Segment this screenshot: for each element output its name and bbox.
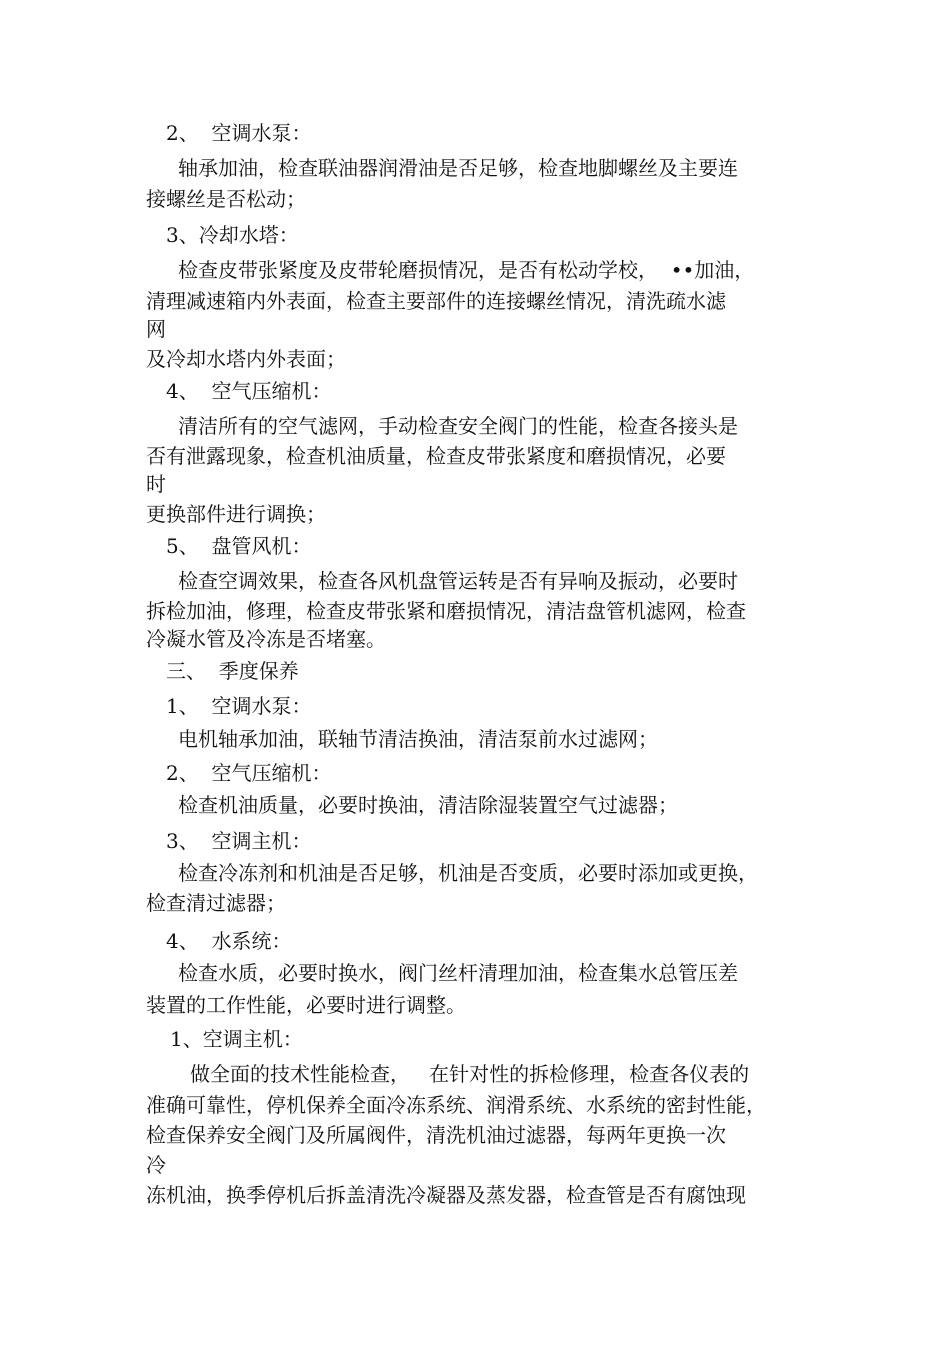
paragraph-line: 冷凝水管及冷冻是否堵塞。 bbox=[146, 627, 386, 651]
heading-fan-coil: 5、 盘管风机： bbox=[166, 534, 312, 558]
paragraph-line: 拆检加油，修理，检查皮带张紧和磨损情况，清洁盘管机滤网，检查 bbox=[146, 599, 746, 623]
paragraph-line: 接螺丝是否松动； bbox=[146, 187, 306, 211]
section-heading-quarterly: 三、 季度保养 bbox=[166, 659, 299, 683]
paragraph-line: 准确可靠性，停机保养全面冷冻系统、润滑系统、水系统的密封性能， bbox=[146, 1093, 766, 1117]
paragraph-line: 网 bbox=[146, 317, 166, 341]
heading-air-compressor: 4、 空气压缩机： bbox=[166, 379, 332, 403]
paragraph-line: 清理减速箱内外表面，检查主要部件的连接螺丝情况，清洗疏水滤 bbox=[146, 289, 726, 313]
paragraph-line: 检查空调效果，检查各风机盘管运转是否有异响及振动，必要时 bbox=[178, 569, 738, 593]
heading-main-unit-quarterly: 3、 空调主机： bbox=[166, 829, 312, 853]
paragraph-line: 时 bbox=[146, 472, 166, 496]
paragraph-line: 检查水质，必要时换水，阀门丝杆清理加油，检查集水总管压差 bbox=[178, 961, 738, 985]
paragraph-line: 检查清过滤器； bbox=[146, 891, 286, 915]
heading-water-system: 4、 水系统： bbox=[166, 929, 292, 953]
paragraph-line: 更换部件进行调换； bbox=[146, 502, 326, 526]
paragraph-line: 检查冷冻剂和机油是否足够，机油是否变质，必要时添加或更换， bbox=[178, 861, 758, 885]
heading-main-unit-annual: 1、空调主机： bbox=[170, 1027, 303, 1051]
paragraph-line: 轴承加油，检查联油器润滑油是否足够，检查地脚螺丝及主要连 bbox=[178, 156, 738, 180]
paragraph-line: 清洁所有的空气滤网，手动检查安全阀门的性能，检查各接头是 bbox=[178, 414, 738, 438]
paragraph-line: 检查机油质量，必要时换油，清洁除湿装置空气过滤器； bbox=[178, 793, 678, 817]
paragraph-line: 检查保养安全阀门及所属阀件，清洗机油过滤器，每两年更换一次 bbox=[146, 1123, 726, 1147]
paragraph-line: 否有泄露现象，检查机油质量，检查皮带张紧度和磨损情况，必要 bbox=[146, 444, 726, 468]
heading-cooling-tower: 3、冷却水塔： bbox=[166, 223, 299, 247]
paragraph-line: 及冷却水塔内外表面； bbox=[146, 347, 346, 371]
heading-water-pump-quarterly: 1、 空调水泵： bbox=[166, 694, 312, 718]
heading-air-compressor-quarterly: 2、 空气压缩机： bbox=[166, 761, 332, 785]
paragraph-line: 做全面的技术性能检查， 在针对性的拆检修理，检查各仪表的 bbox=[190, 1062, 750, 1086]
heading-water-pump: 2、 空调水泵： bbox=[166, 121, 312, 145]
paragraph-line: 冷 bbox=[146, 1153, 166, 1177]
paragraph-line: 检查皮带张紧度及皮带轮磨损情况，是否有松动学校， ••加油， bbox=[178, 258, 755, 282]
paragraph-line: 冻机油，换季停机后拆盖清洗冷凝器及蒸发器，检查管是否有腐蚀现 bbox=[146, 1183, 746, 1207]
paragraph-line: 装置的工作性能，必要时进行调整。 bbox=[146, 993, 466, 1017]
paragraph-line: 电机轴承加油，联轴节清洁换油，清洁泵前水过滤网； bbox=[178, 727, 658, 751]
